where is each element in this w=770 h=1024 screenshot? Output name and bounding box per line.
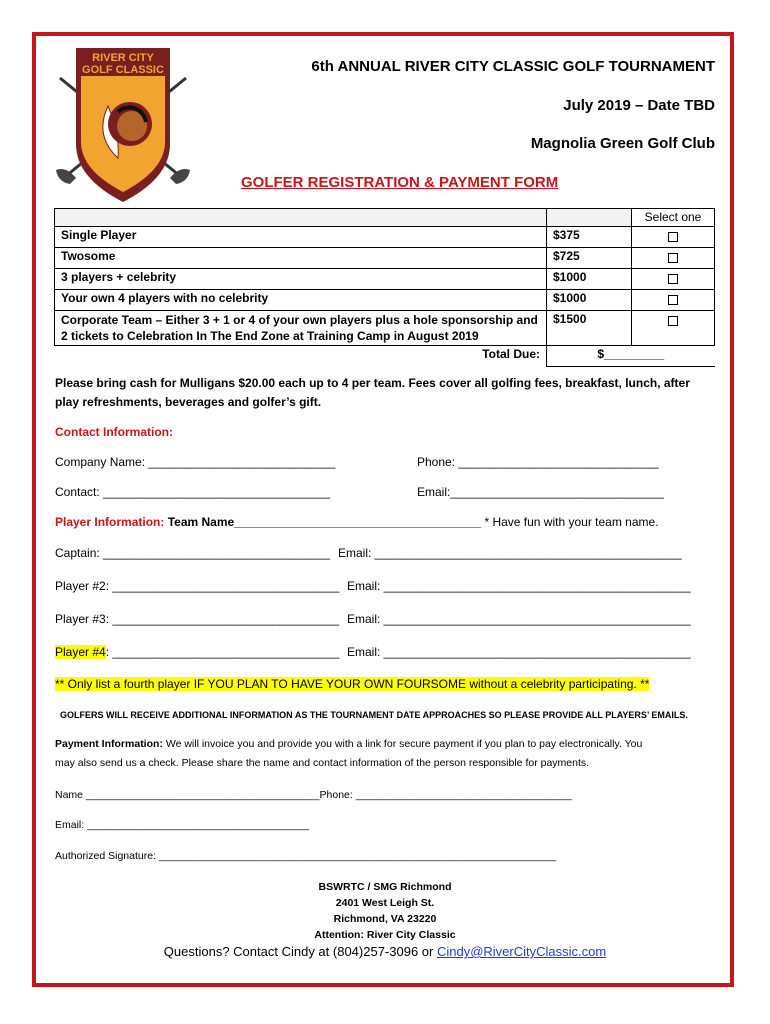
captain-field[interactable]: Captain: __________________________________ bbox=[55, 546, 330, 560]
single-player-checkbox[interactable] bbox=[668, 232, 678, 242]
contact-email-link[interactable]: Cindy@RiverCityClassic.com bbox=[436, 944, 607, 959]
table-row bbox=[55, 269, 715, 290]
fourth-player-note-wrap bbox=[55, 677, 649, 691]
option-price: $725 bbox=[547, 248, 632, 269]
form-title: GOLFER REGISTRATION & PAYMENT FORM bbox=[241, 174, 559, 191]
event-venue: Magnolia Green Golf Club bbox=[530, 135, 715, 152]
contact-heading: Contact Information: bbox=[55, 425, 173, 439]
option-label: Your own 4 players with no celebrity bbox=[55, 290, 547, 311]
total-row bbox=[55, 346, 715, 367]
fourth-player-note: ** Only list a fourth player IF YOU PLAN TO HAVE YOUR OWN FOURSOME without a celebrity participating. ** bbox=[55, 677, 650, 691]
table-header-row bbox=[55, 209, 715, 227]
authorized-signature-field[interactable]: Authorized Signature: ____________________________________________________________________ bbox=[55, 850, 556, 862]
event-title: 6th ANNUAL RIVER CITY CLASSIC GOLF TOURNAMENT bbox=[311, 58, 715, 75]
player-3-email-field[interactable]: Email: ______________________________________________ bbox=[347, 612, 691, 626]
team-name-note: * Have fun with your team name. bbox=[481, 515, 659, 529]
player-info-heading: Player Information: bbox=[55, 515, 165, 529]
mulligans-note-2: play refreshments, beverages and golfer’s gift. bbox=[55, 395, 322, 409]
option-price: $1500 bbox=[547, 311, 632, 346]
player-4-field[interactable]: : __________________________________ bbox=[105, 645, 340, 659]
contact-email-field[interactable]: Email:________________________________ bbox=[417, 485, 664, 499]
table-row bbox=[55, 248, 715, 269]
logo-text-2: GOLF CLASSIC bbox=[82, 64, 164, 76]
twosome-checkbox[interactable] bbox=[668, 253, 678, 263]
player-4-line bbox=[55, 645, 339, 659]
player-3-field[interactable]: Player #3: __________________________________ bbox=[55, 612, 340, 626]
corporate-team-checkbox[interactable] bbox=[668, 316, 678, 326]
payment-email-field[interactable]: Email: ______________________________________ bbox=[55, 819, 309, 831]
address-line-1: BSWRTC / SMG Richmond bbox=[318, 881, 452, 893]
option-label: Single Player bbox=[55, 227, 547, 248]
three-players-checkbox[interactable] bbox=[668, 274, 678, 284]
questions-line bbox=[0, 944, 770, 959]
player-2-email-field[interactable]: Email: ______________________________________________ bbox=[347, 579, 691, 593]
tournament-logo bbox=[54, 44, 192, 206]
option-label: Twosome bbox=[55, 248, 547, 269]
emails-note: GOLFERS WILL RECEIVE ADDITIONAL INFORMATION AS THE TOURNAMENT DATE APPROACHES SO PLEASE PROVIDE ALL PLAYERS’ EMAILS. bbox=[60, 710, 688, 720]
option-price: $1000 bbox=[547, 290, 632, 311]
total-label: Total Due: bbox=[55, 346, 547, 367]
address-line-2: 2401 West Leigh St. bbox=[335, 897, 435, 909]
event-date: July 2019 – Date TBD bbox=[563, 97, 715, 114]
table-row bbox=[55, 311, 715, 346]
total-due-field[interactable]: $_________ bbox=[547, 346, 715, 367]
payment-text-2: may also send us a check. Please share the name and contact information of the person responsible for payments. bbox=[55, 757, 590, 769]
address-line-4: Attention: River City Classic bbox=[314, 929, 456, 941]
contact-field[interactable]: Contact: __________________________________ bbox=[55, 485, 330, 499]
logo-text-1: RIVER CITY bbox=[92, 52, 154, 64]
payment-line-1 bbox=[55, 738, 642, 750]
team-name-field[interactable]: Team Name_____________________________________ bbox=[167, 515, 482, 529]
player-4-email-field[interactable]: Email: ______________________________________________ bbox=[347, 645, 691, 659]
table-row bbox=[55, 227, 715, 248]
payment-text-1: We will invoice you and provide you with a link for secure payment if you plan to pay electronically. You bbox=[162, 738, 643, 750]
phone-field[interactable]: Phone: ______________________________ bbox=[417, 455, 659, 469]
player-2-field[interactable]: Player #2: __________________________________ bbox=[55, 579, 340, 593]
player-4-label: Player #4 bbox=[55, 645, 106, 659]
option-price: $1000 bbox=[547, 269, 632, 290]
captain-email-field[interactable]: Email: ______________________________________________ bbox=[338, 546, 682, 560]
payment-heading: Payment Information: bbox=[55, 738, 163, 750]
questions-text: Questions? Contact Cindy at (804)257-3096 or bbox=[163, 944, 437, 959]
registration-table bbox=[54, 208, 715, 367]
option-label: 3 players + celebrity bbox=[55, 269, 547, 290]
option-label: Corporate Team – Either 3 + 1 or 4 of your own players plus a hole sponsorship and 2 tickets to Celebration In The End Zone at Training Camp in August 2019 bbox=[55, 311, 547, 346]
select-one-header: Select one bbox=[632, 209, 715, 227]
address-line-3: Richmond, VA 23220 bbox=[333, 913, 437, 925]
player-info-line bbox=[55, 515, 659, 529]
own-four-checkbox[interactable] bbox=[668, 295, 678, 305]
table-row bbox=[55, 290, 715, 311]
option-price: $375 bbox=[547, 227, 632, 248]
payment-name-phone-field[interactable]: Name ________________________________________Phone: _____________________________________ bbox=[55, 789, 572, 801]
mulligans-note-1: Please bring cash for Mulligans $20.00 each up to 4 per team. Fees cover all golfing fees, breakfast, lunch, after bbox=[55, 376, 690, 390]
company-name-field[interactable]: Company Name: ____________________________ bbox=[55, 455, 336, 469]
